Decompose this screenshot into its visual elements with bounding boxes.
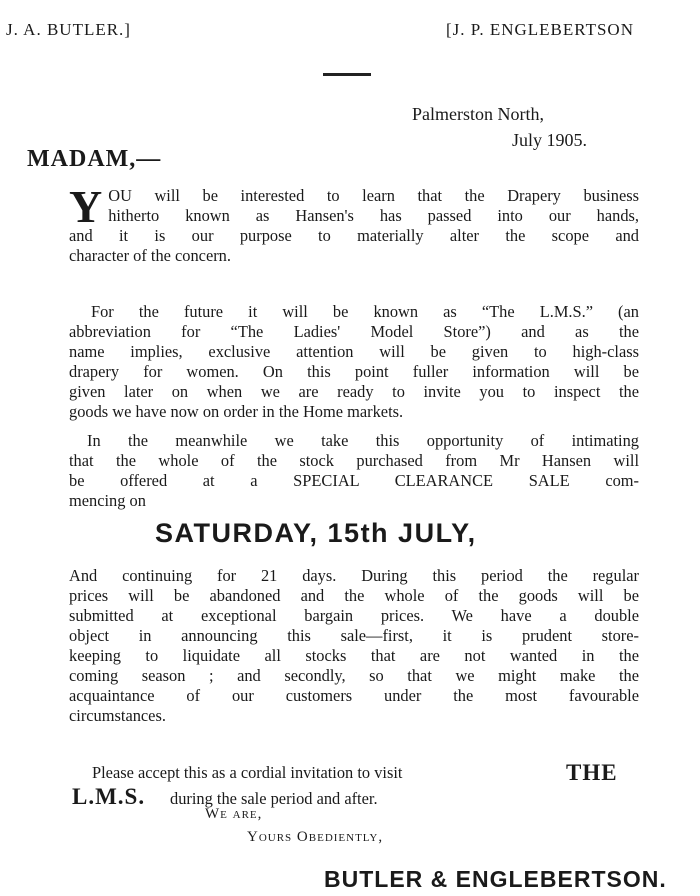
- paragraph-line: object in announcing this sale—first, it is prudent store-: [69, 626, 639, 645]
- paragraph-line: be offered at a SPECIAL CLEARANCE SALE com-: [69, 471, 639, 490]
- closing-yours: Yours Obediently,: [247, 829, 384, 845]
- invitation-lms: L.M.S.: [72, 784, 146, 809]
- paragraph-future: [69, 302, 639, 422]
- paragraph-line: In the meanwhile we take this opportunity of intimating: [87, 431, 639, 450]
- paragraph-intro: [69, 181, 639, 266]
- sale-date-banner: SATURDAY, 15th JULY,: [155, 518, 477, 548]
- paragraph-line: that the whole of the stock purchased from Mr Hansen will: [69, 451, 639, 470]
- paragraph-line: drapery for women. On this point fuller information will be: [69, 362, 639, 381]
- paragraph-line: For the future it will be known as “The L.M.S.” (an: [91, 302, 639, 321]
- paragraph-line: hitherto known as Hansen's has passed into our hands,: [108, 206, 639, 225]
- paragraph-line: keeping to liquidate all stocks that are not wanted in the: [69, 646, 639, 665]
- paragraph-line: character of the concern.: [69, 246, 231, 265]
- salutation: MADAM,—: [27, 146, 162, 172]
- paragraph-details: [69, 566, 639, 726]
- paragraph-line: name implies, exclusive attention will be given to high-class: [69, 342, 639, 361]
- paragraph-line: mencing on: [69, 491, 146, 510]
- dateline-date: July 1905.: [512, 130, 588, 150]
- dateline-place: Palmerston North,: [412, 104, 544, 124]
- paragraph-line: goods we have now on order in the Home markets.: [69, 402, 404, 421]
- paragraph-line: given later on when we are ready to invite you to inspect the: [69, 382, 639, 401]
- paragraph-line: coming season ; and secondly, so that we might make the: [69, 666, 639, 685]
- paragraph-line: OU will be interested to learn that the Drapery business: [108, 186, 639, 205]
- header-right-name: [J. P. ENGLEBERTSON: [446, 20, 634, 39]
- closing-we-are: We are,: [205, 806, 263, 822]
- paragraph-line: and it is our purpose to materially alter the scope and: [69, 226, 639, 245]
- paragraph-line: abbreviation for “The Ladies' Model Store”) and as the: [69, 322, 639, 341]
- invitation-line-2: during the sale period and after.: [170, 789, 378, 808]
- paragraph-line: And continuing for 21 days. During this period the regular: [69, 566, 639, 585]
- invitation-the: THE: [566, 760, 618, 785]
- drop-cap: Y: [69, 181, 103, 232]
- paragraph-line: submitted at exceptional bargain prices. We have a double: [69, 606, 639, 625]
- signature: BUTLER & ENGLEBERTSON.: [324, 866, 667, 892]
- header-divider: [323, 73, 371, 76]
- paragraph-sale-notice: [69, 431, 639, 511]
- header-left-name: J. A. BUTLER.]: [6, 20, 131, 39]
- paragraph-line: prices will be abandoned and the whole of the goods will be: [69, 586, 639, 605]
- paragraph-line: circumstances.: [69, 706, 166, 725]
- paragraph-line: acquaintance of our customers under the most favourable: [69, 686, 639, 705]
- invitation-line: Please accept this as a cordial invitation to visit: [92, 763, 403, 782]
